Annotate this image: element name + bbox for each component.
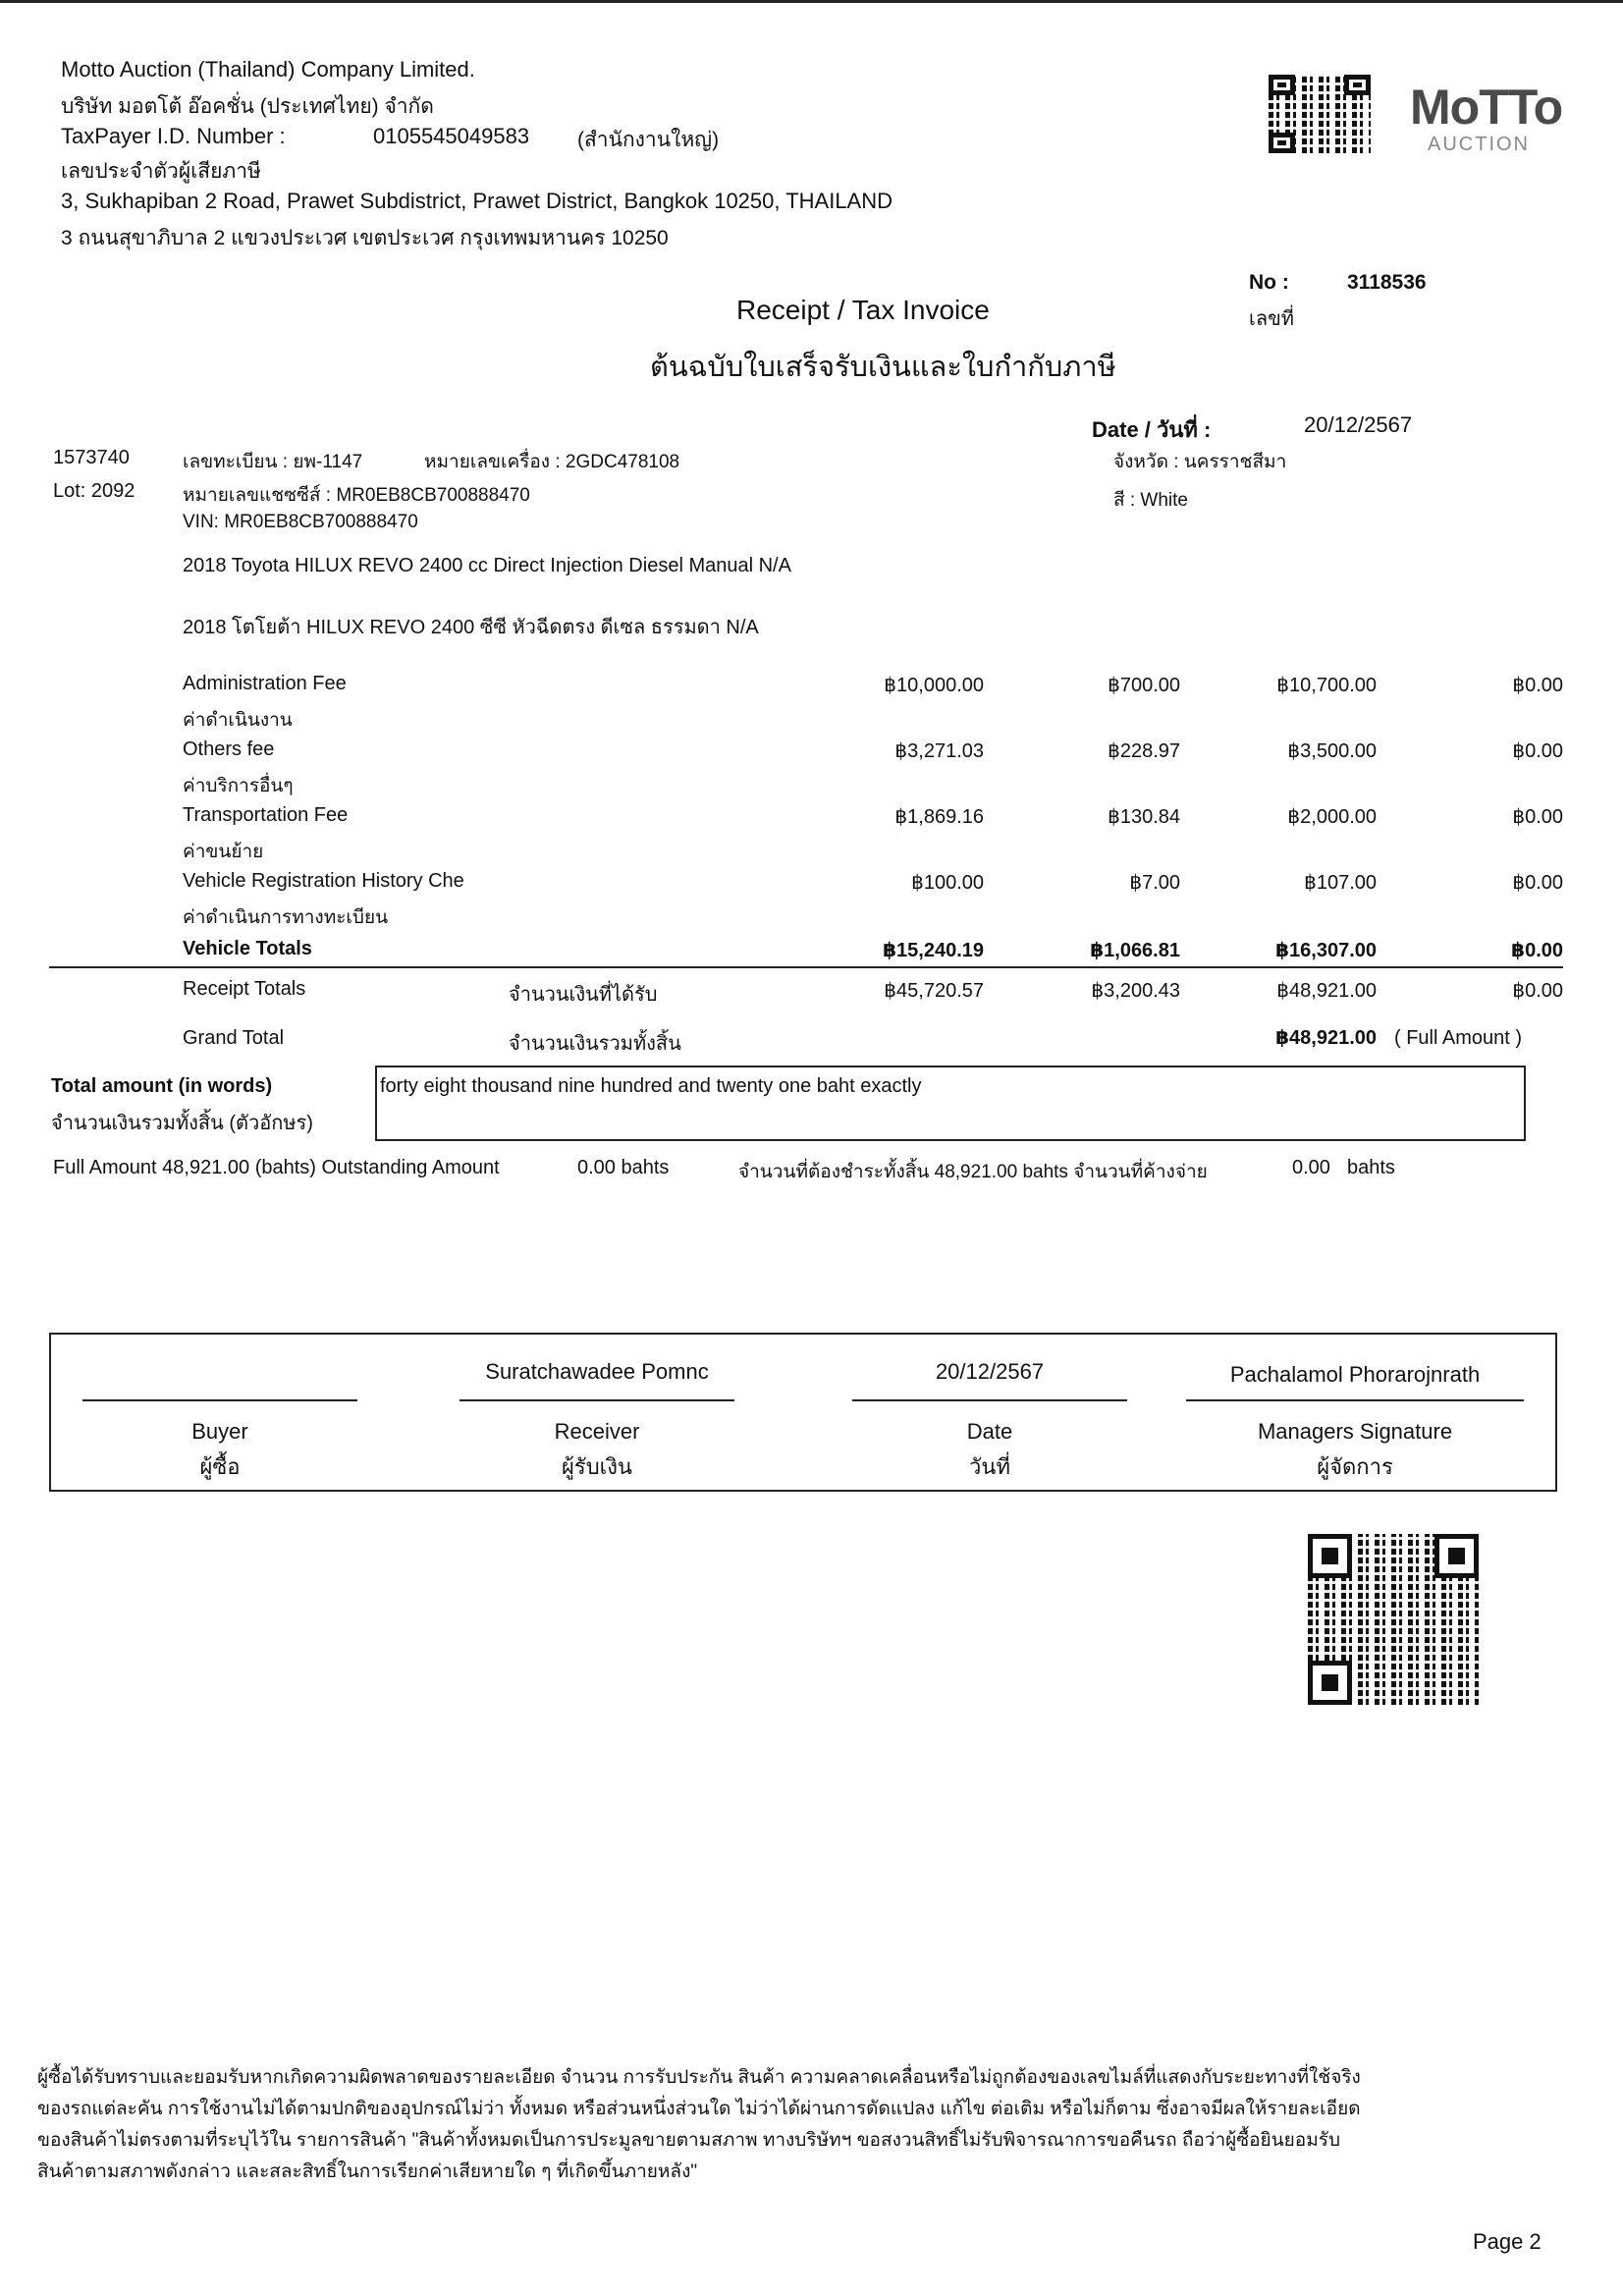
- summary-en: Full Amount 48,921.00 (bahts) Outstanding Amount: [53, 1157, 500, 1178]
- address-en: 3, Sukhapiban 2 Road, Prawet Subdistrict, Prawet District, Bangkok 10250, THAILAND: [61, 189, 893, 213]
- fee-name-th: ค่าขนย้าย: [183, 842, 264, 862]
- fee-total: ฿107.00: [1304, 872, 1377, 894]
- fee-name: Transportation Fee: [183, 804, 349, 826]
- vehicle-totals-vat: ฿1,066.81: [1090, 940, 1180, 961]
- disclaimer-line-1: ผู้ซื้อได้รับทราบและยอมรับหากเกิดความผิดพลาดของรายละเอียด จำนวน การรับประกัน สินค้า ความคลาดเคลื่อนหรือไม่ถูกต้องของเลขไมล์ที่แสดงกับระยะทางที่ใช้จริง: [37, 2067, 1361, 2088]
- fee-total: ฿3,500.00: [1287, 740, 1377, 762]
- address-th: 3 ถนนสุขาภิบาล 2 แขวงประเวศ เขตประเวศ กรุงเทพมหานคร 10250: [61, 227, 669, 249]
- taxid-label-th: เลขประจำตัวผู้เสียภาษี: [61, 160, 261, 183]
- fee-name: Administration Fee: [183, 673, 347, 694]
- receipt-totals-other: ฿0.00: [1512, 980, 1563, 1002]
- signature-manager-label-th: ผู้จัดการ: [1317, 1454, 1393, 1479]
- disclaimer-line-2: ของรถแต่ละคัน การใช้งานไม่ได้ตามปกติของอุปกรณ์ไม่ว่า ทั้งหมด หรือส่วนหนึ่งส่วนใด ไม่ว่าได้ผ่านการดัดแปลง แก้ไข ต่อเติม หรือไม่ก็ตาม ซึ่งอาจมีผลให้รายละเอียด: [37, 2099, 1361, 2119]
- totals-divider: [49, 966, 1563, 968]
- vehicle-vin: VIN: MR0EB8CB700888470: [183, 512, 418, 532]
- taxid-label: TaxPayer I.D. Number :: [61, 124, 286, 148]
- words-box: [375, 1066, 1526, 1141]
- doc-title-th: ต้นฉบับใบเสร็จรับเงินและใบกำกับภาษี: [650, 352, 1116, 383]
- company-name-en: Motto Auction (Thailand) Company Limited.: [61, 57, 475, 82]
- taxid-branch: (สำนักงานใหญ่): [577, 129, 720, 151]
- summary-outstanding: 0.00 bahts: [577, 1157, 670, 1178]
- fee-name-th: ค่าดำเนินการทางทะเบียน: [183, 907, 389, 928]
- motto-logo: MoTTo: [1410, 80, 1563, 135]
- vehicle-totals-total: ฿16,307.00: [1275, 940, 1377, 961]
- qr-code-small: [1269, 75, 1371, 153]
- signature-date-value: 20/12/2567: [935, 1359, 1045, 1384]
- signature-box: [49, 1333, 1557, 1492]
- vehicle-description-en: 2018 Toyota HILUX REVO 2400 cc Direct Injection Diesel Manual N/A: [183, 555, 791, 576]
- fee-other: ฿0.00: [1512, 740, 1563, 762]
- vehicle-id: 1573740: [53, 447, 130, 468]
- fee-amount: ฿3,271.03: [894, 740, 984, 762]
- fee-total: ฿10,700.00: [1276, 675, 1377, 696]
- signature-date-label-th: วันที่: [969, 1454, 1010, 1479]
- doc-no-label-th: เลขที่: [1249, 308, 1294, 330]
- vehicle-lot: Lot: 2092: [53, 480, 135, 502]
- signature-buyer-label-th: ผู้ซื้อ: [199, 1454, 241, 1479]
- words-label-th: จำนวนเงินรวมทั้งสิ้น (ตัวอักษร): [51, 1113, 313, 1134]
- fee-other: ฿0.00: [1512, 675, 1563, 696]
- fee-vat: ฿700.00: [1108, 675, 1180, 696]
- signature-buyer-value: [82, 1359, 357, 1387]
- grand-total-label: Grand Total: [183, 1027, 285, 1049]
- vehicle-engine-no: หมายเลขเครื่อง : 2GDC478108: [424, 452, 680, 472]
- page-top-border: [0, 0, 1623, 3]
- qr-code-large: [1308, 1534, 1479, 1705]
- words-label: Total amount (in words): [51, 1075, 273, 1097]
- disclaimer-line-4: สินค้าตามสภาพดังกล่าว และสละสิทธิ์ในการเรียกค่าเสียหายใด ๆ ที่เกิดขึ้นภายหลัง": [37, 2161, 698, 2182]
- vehicle-registration: เลขทะเบียน : ยพ-1147: [183, 452, 363, 472]
- grand-total-value: ฿48,921.00: [1275, 1027, 1377, 1049]
- receipt-totals-total: ฿48,921.00: [1276, 980, 1377, 1002]
- doc-no-label: No :: [1249, 271, 1289, 294]
- signature-receiver-label: Receiver: [554, 1419, 640, 1444]
- disclaimer-line-3: ของสินค้าไม่ตรงตามที่ระบุไว้ใน รายการสินค้า "สินค้าทั้งหมดเป็นการประมูลขายตามสภาพ ทางบริษัทฯ ขอสงวนสิทธิ์ไม่รับพิจารณาการขอคืนรถ ถือว่าผู้ซื้อยินยอมรับ: [37, 2130, 1341, 2151]
- signature-buyer-label: Buyer: [191, 1419, 248, 1444]
- vehicle-totals-other: ฿0.00: [1511, 940, 1563, 961]
- date-label: Date / วันที่ :: [1092, 417, 1212, 442]
- fee-vat: ฿228.97: [1108, 740, 1180, 762]
- signature-manager-value: Pachalamol Phorarojnrath: [1229, 1362, 1481, 1387]
- receipt-totals-label-th: จำนวนเงินที่ได้รับ: [509, 984, 658, 1006]
- receipt-totals-vat: ฿3,200.43: [1091, 980, 1180, 1002]
- taxid-value: 0105545049583: [373, 124, 530, 148]
- summary-th-unit: bahts: [1347, 1157, 1395, 1178]
- motto-logo-sub: AUCTION: [1428, 134, 1530, 155]
- vehicle-description-th: 2018 โตโยต้า HILUX REVO 2400 ซีซี หัวฉีดตรง ดีเซล ธรรมดา N/A: [183, 617, 759, 638]
- fee-amount: ฿1,869.16: [894, 806, 984, 828]
- signature-line: [852, 1399, 1127, 1401]
- date-value: 20/12/2567: [1304, 412, 1413, 437]
- words-value: forty eight thousand nine hundred and twenty one baht exactly: [380, 1075, 922, 1097]
- signature-line: [82, 1399, 357, 1401]
- fee-vat: ฿130.84: [1108, 806, 1180, 828]
- vehicle-totals-amount: ฿15,240.19: [883, 940, 984, 961]
- fee-amount: ฿10,000.00: [884, 675, 984, 696]
- doc-title-en: Receipt / Tax Invoice: [736, 295, 990, 325]
- fee-other: ฿0.00: [1512, 872, 1563, 894]
- fee-name-th: ค่าบริการอื่นๆ: [183, 776, 294, 796]
- vehicle-color: สี : White: [1113, 490, 1188, 511]
- signature-receiver-value: Suratchawadee Pomnc: [485, 1359, 709, 1384]
- doc-no-value: 3118536: [1347, 271, 1427, 294]
- fee-other: ฿0.00: [1512, 806, 1563, 828]
- receipt-totals-amount: ฿45,720.57: [884, 980, 984, 1002]
- vehicle-totals-label: Vehicle Totals: [183, 938, 312, 959]
- signature-line: [1186, 1399, 1524, 1401]
- fee-name: Others fee: [183, 738, 275, 760]
- signature-manager-label: Managers Signature: [1257, 1419, 1453, 1444]
- receipt-totals-label: Receipt Totals: [183, 978, 306, 1000]
- fee-amount: ฿100.00: [911, 872, 984, 894]
- grand-total-label-th: จำนวนเงินรวมทั้งสิ้น: [509, 1033, 681, 1055]
- fee-vat: ฿7.00: [1129, 872, 1180, 894]
- summary-th-outstanding: 0.00: [1292, 1157, 1330, 1178]
- fee-total: ฿2,000.00: [1287, 806, 1377, 828]
- signature-receiver-label-th: ผู้รับเงิน: [562, 1454, 632, 1479]
- vehicle-province: จังหวัด : นครราชสีมา: [1113, 452, 1287, 472]
- page-number: Page 2: [1473, 2229, 1542, 2254]
- company-name-th: บริษัท มอตโต้ อ๊อคชั่น (ประเทศไทย) จำกัด: [61, 95, 434, 118]
- signature-line: [460, 1399, 734, 1401]
- vehicle-chassis-no: หมายเลขแชซซีส์ : MR0EB8CB700888470: [183, 485, 530, 506]
- fee-name: Vehicle Registration History Che: [183, 870, 464, 892]
- summary-th: จำนวนที่ต้องชำระทั้งสิ้น 48,921.00 bahts จำนวนที่ค้างจ่าย: [738, 1162, 1208, 1182]
- fee-name-th: ค่าดำเนินงาน: [183, 710, 293, 731]
- signature-date-label: Date: [966, 1419, 1013, 1444]
- grand-total-note: ( Full Amount ): [1394, 1027, 1523, 1049]
